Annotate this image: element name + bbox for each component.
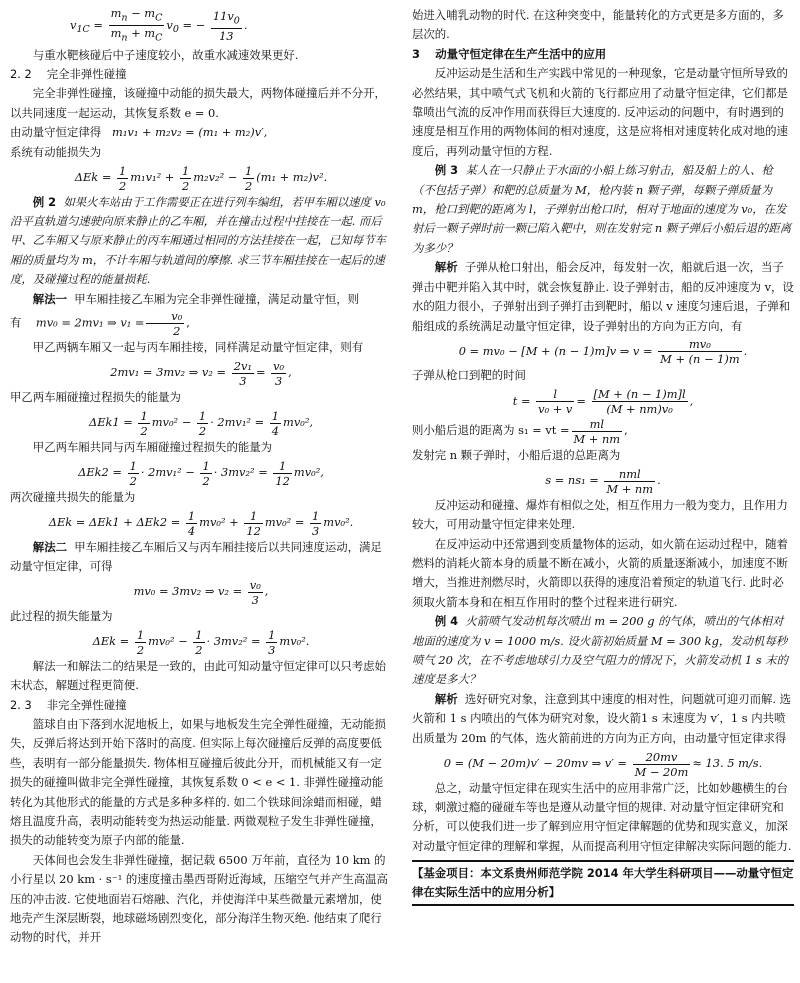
paragraph: 始进入哺乳动物的时代. 在这种突变中，能量转化的方式更是多方面的，多层次的. [412,8,784,42]
paragraph: 由动量守恒定律得 m₁v₁ + m₂v₂ = (m₁ + m₂)v′, [10,125,268,140]
paragraph: 发射完 n 颗子弹时，小船后退的总距离为 [412,447,621,462]
equation-loss: ΔEk = $\frac{1}{2}$ mv₀² − $\frac{1}{2}$ · 3mv₂² = $\frac{1}{3}$ mv₀². [92,627,310,657]
paragraph: 篮球自由下落到水泥地板上，如果与地板发生完全弹性碰撞，无动能损失，反弹后将达到开始下落时的高度. 但实际上每次碰撞后反弹的高度要低些，表明有一部分能量损失. 物体相互碰撞后彼此分开，而机械能又有一定损失的碰撞叫做非完全弹性碰撞，其恢复系数 0 < e < 1. 非弹性碰撞动能转化为其他形式的能量的方式是多种多样的. 如二个铁球间涂蜡而相碰，蜡熔且温度升高，表明动能转变为热运动能量. 两微观粒子发生非弹性碰撞，损失的动能转变为原子内部的能量. [10,717,386,848]
equation-energy-loss: ΔEk = $\frac{1}{2}$ m₁v₁² + $\frac{1}{2}$ m₂v₂² − $\frac{1}{2}$ (m₁ + m₂)v². [74,163,328,193]
paragraph: 完全非弹性碰撞，该碰撞中动能的损失最大，两物体碰撞后并不分开，以共同速度一起运动，其恢复系数 e = 0. [10,86,386,120]
paragraph: 解法一和解法二的结果是一致的，由此可知动量守恒定律可以只考虑始末状态，解题过程更简便. [10,658,386,693]
analysis-4: 解析 选好研究对象，注意到其中速度的相对性，问题就可迎刃而解. 选火箭和 1 s 内喷出的气体为研究对象，设火箭1 s 末速度为 v′，1 s 内共喷出质量为 20m 的气体，选火箭前进的方向为正方向，由动量守恒定律求得 [412,691,792,745]
right-column [412,6,794,906]
equation-ek2: ΔEk2 = $\frac{1}{2}$ · 2mv₁² − $\frac{1}{2}$ · 3mv₂² = $\frac{1}{12}$ mv₀², [78,458,324,488]
paragraph: 甲乙两车厢碰撞过程损失的能量为 [10,389,181,404]
paragraph: 反冲运动和碰撞、爆炸有相似之处，相互作用力一般为变力，且作用力较大，可用动量守恒定律来处理. [412,497,788,532]
equation-total-distance: s = ns₁ = $\frac{\text{nml}}{M + nm}$ . [545,466,661,496]
section-heading-2-3: 2. 3 非完全弹性碰撞 [10,697,127,712]
section-heading-3: 3 动量守恒定律在生产生活中的应用 [412,46,607,61]
paragraph: 在反冲运动中还常遇到变质量物体的运动，如火箭在运动过程中，随着燃料的消耗火箭本身的质量不断在减小，火箭的质量逐渐减小，加速度不断增大，当推进剂燃尽时，火箭即以获得的速度沿着预定的轨道飞行. 此时必须取火箭本身和在相互作用时的整个过程来进行研究. [412,536,788,609]
solution-2: 解法二 甲车厢挂接乙车厢后又与丙车厢挂接后以共同速度运动，满足动量守恒定律，可得 [10,539,382,573]
paragraph: 甲乙两辆车厢又一起与丙车厢挂接，同样满足动量守恒定律，则有 [32,339,364,354]
paragraph: 反冲运动是生活和生产实践中常见的一种现象，它是动量守恒所导致的必然结果，其中喷气式飞机和火箭的飞行都应用了动量守恒定律，它们都是靠喷出气流的反冲作用而获得巨大速度的. 反冲运动的问题中，有时遇到的速度是相互作用的两物体间的相对速度，这是应将相对速度转化成对地的速度后，再列动量守恒的方程. [412,66,788,158]
fraction: $\frac{m_n - m_C}{m_n + m_C}$ [110,6,163,44]
paragraph: 天体间也会发生非弹性碰撞，据记载 6500 万年前，直径为 10 km 的小行星以 20 km · s⁻¹ 的速度撞击墨西哥附近海域，压缩空气并产生高温高压的冲击波. 它使地面岩石熔融、汽化，并使海洋中某些微量元素增加，使地壳产生深层断裂，地球磁场剧烈变化，部分海洋生物灭绝. 他结束了爬行动物的时代，并开 [10,852,388,945]
equation-recoil-velocity: 0 = mv₀ − [M + (n − 1)m]v ⇒ v = $\frac{\text{mv₀}}{M + (n - 1)m}$ . [458,337,748,367]
analysis-3: 解析 子弹从枪口射出，船会反冲，每发射一次，船就后退一次，当子弹击中靶并陷入其中时，就会恢复静止. 设子弹射击，船的反冲速度为 v，设水的阻力很小，子弹射出到子弹打击到靶时，船以 v 速度匀速后退，子弹和船组成的系统满足动量守恒定律，设子弹射出的方向为正方向，有 [412,260,794,333]
example-2: 例 2 如果火车站由于工作需要正在进行列车编组，若甲车厢以速度 v₀ 沿平直轨道匀速驶向原来静止的乙车厢，并在撞击过程中挂接在一起. 而后甲、乙车厢又与原来静止的丙车厢通过相同的方法挂接在一起，已知每节车厢的质量均为 m，不计车厢与轨道间的摩擦. 求三节车厢挂接在一起后的速度，及碰撞过程的能量损耗. [10,194,386,287]
paragraph: 总之，动量守恒定律在现实生活中的应用非常广泛，比如妙趣横生的台球，刺激过瘾的碰碰车等也是遵从动量守恒的规律. 对动量守恒定律研究和分析，可以使我们进一步了解到应用守恒定律解题的优势和现实意义，加深对动量守恒定律的理解和掌握，从而提高利用守恒定律解决实际问题的能力. [412,780,792,853]
equation-ek-total: ΔEk = ΔEk1 + ΔEk2 = $\frac{1}{4}$ mv₀² + $\frac{1}{12}$ mv₀² = $\frac{1}{3}$ mv₀². [48,508,354,538]
equation-ek1: ΔEk1 = $\frac{1}{2}$ mv₀² − $\frac{1}{2}$ · 2mv₁² = $\frac{1}{4}$ mv₀², [88,408,314,438]
solution-1: 解法一 甲车厢挂接乙车厢为完全非弹性碰撞，满足动量守恒，则有 mv₀ = 2mv₁ ⇒ v₁ = $\frac{\text{v₀}}{2}$ , [10,291,360,338]
paragraph: 子弹从枪口到靶的时间 [412,368,526,383]
section-heading-2-2: 2. 2 完全非弹性碰撞 [10,66,127,81]
paragraph: 则小船后退的距离为 s₁ = vt = $\frac{ml}{M + nm}$ , [412,416,628,446]
paragraph: 甲乙两车厢共同与丙车厢碰撞过程损失的能量为 [32,439,273,454]
equation-v2-alt: mv₀ = 3mv₂ ⇒ v₂ = $\frac{\text{v₀}}{3}$ , [133,577,269,607]
funding-note: 【基金项目：本文系贵州师范学院 2014 年大学生科研项目——动量守恒定律在实际生活中的应用分析】 [412,860,794,906]
paragraph: 系统有动能损失为 [10,144,102,159]
paragraph: 此过程的损失能量为 [10,608,113,623]
left-column [10,6,392,948]
example-3: 例 3 某人在一只静止于水面的小船上练习射击，船及船上的人、枪（不包括子弹）和靶的总质量为 M，枪内装 n 颗子弹，每颗子弹质量为 m，枪口到靶的距离为 l，子弹射出枪口时，相对于地面的速度为 v₀，在发射后一颗子弹时前一颗已陷入靶中，则在发射完 n 颗子弹后小船后退的距离为多少？ [412,163,792,255]
paragraph: 两次碰撞共损失的能量为 [10,489,136,504]
equation-rocket-velocity: 0 = (M − 20m)v′ − 20mv ⇒ v′ = $\frac{20mv}{M - 20m}$ ≈ 13. 5 m/s. [443,749,763,779]
paragraph: 与重水靶核碰后中子速度较小，故重水减速效果更好. [32,47,299,62]
example-4: 例 4 火箭喷气发动机每次喷出 m = 200 g 的气体，喷出的气体相对地面的速度为 v = 1000 m/s. 设火箭初始质量 M = 300 kg，发动机每秒喷气 20 次，在不考虑地球引力及空气阻力的情况下，火箭发动机 1 s 末的速度是多大？ [412,614,789,687]
equation-v2: 2mv₁ = 3mv₂ ⇒ v₂ = $\frac{\text{2v₁}}{3}$ = $\frac{\text{v₀}}{3}$ , [110,358,292,388]
equation-time: t = $\frac{l}{\text{v₀ + v}}$ = $\frac{[M + (n - 1)m]l}{\text{(M + nm)v₀}}$ , [512,387,694,417]
equation-v1c: $v_{1C}$ = $\frac{m_n - m_C}{m_n + m_C}$ $v_0$ = − $\frac{11v_0}{13}$ . [70,6,248,44]
